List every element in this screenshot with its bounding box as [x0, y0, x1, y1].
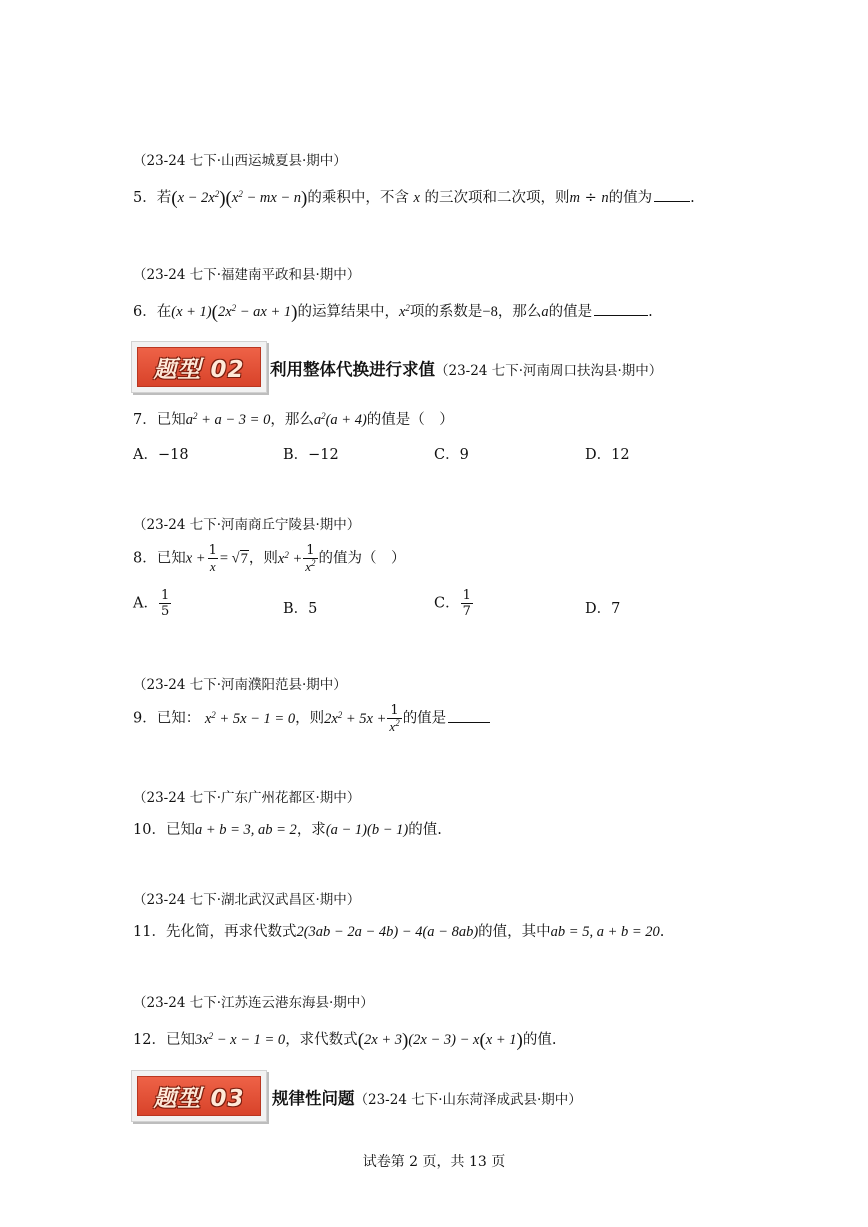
section-title: 利用整体代换进行求值 [270, 360, 435, 379]
problem-9: 9．已知： $x^2 + 5x - 1 = 0$，则$2x^2 + 5x$ + $\frac{1}{x^2}$ 的值是 [133, 703, 490, 734]
section-badge-02: 题型 02 [131, 341, 267, 393]
option-c[interactable]: C． $\frac{1}{7}$ [434, 588, 471, 619]
option-d[interactable]: D．12 [585, 447, 630, 463]
problem-10-source: （23-24 七下·广东广州花都区·期中） [133, 790, 361, 806]
option-b[interactable]: B．−12 [283, 447, 339, 463]
problem-9-source: （23-24 七下·河南濮阳范县·期中） [133, 677, 347, 693]
problem-5-source: （23-24 七下·山西运城夏县·期中） [133, 153, 347, 169]
problem-number: 6． [133, 304, 157, 320]
problem-7: 7．已知$a^2 + a - 3 = 0$，那么$a^2(a + 4)$的值是（ ） [133, 411, 454, 428]
problem-number: 10． [133, 822, 166, 838]
option-a[interactable]: A．−18 [133, 447, 189, 463]
option-d[interactable]: D．7 [585, 601, 621, 617]
answer-blank[interactable] [448, 708, 490, 723]
section-source: （23-24 七下·山东菏泽成武县·期中） [354, 1092, 582, 1108]
answer-blank[interactable] [594, 301, 648, 316]
section-02-heading [270, 356, 662, 380]
problem-11-source: （23-24 七下·湖北武汉武昌区·期中） [133, 892, 361, 908]
problem-number: 11． [133, 924, 166, 940]
problem-number: 9． [133, 710, 157, 727]
option-a[interactable]: A． $\frac{1}{5}$ [133, 588, 170, 619]
problem-10: 10．已知a + b = 3, ab = 2，求(a − 1)(b − 1)的值. [133, 822, 442, 838]
problem-8-source: （23-24 七下·河南商丘宁陵县·期中） [133, 517, 361, 533]
option-b[interactable]: B．5 [283, 601, 318, 617]
section-03-heading [272, 1085, 582, 1109]
section-badge-03: 题型 03 [131, 1070, 267, 1122]
section-source: （23-24 七下·河南周口扶沟县·期中） [435, 363, 663, 379]
problem-6: 6．在$(x + 1)(2x^2$ − ax + 1)的运算结果中，$x^2$项的系数是−8，那么a的值是 . [133, 302, 653, 323]
section-title: 规律性问题 [272, 1089, 355, 1108]
problem-12-source: （23-24 七下·江苏连云港东海县·期中） [133, 995, 374, 1011]
problem-12: 12．已知$3x^2 - x - 1 = 0$，求代数式(2x + 3)(2x − 3) − x(x + 1)的值. [133, 1030, 557, 1051]
problem-number: 7． [133, 412, 157, 428]
problem-8: 8．已知x + $\frac{1}{x}$ = √7，则$x^2$ + $\frac{1}{x^2}$ 的值为（ ） [133, 543, 406, 574]
problem-number: 8． [133, 550, 157, 567]
problem-6-source: （23-24 七下·福建南平政和县·期中） [133, 267, 361, 283]
answer-blank[interactable] [654, 187, 690, 202]
problem-number: 12． [133, 1032, 166, 1048]
option-c[interactable]: C．9 [434, 447, 469, 463]
problem-5: 5．若$(x - 2x^2)(x^2$ − mx − n)的乘积中，不含 x 的三次项和二次项，则m ÷ n的值为 . [133, 188, 695, 209]
problem-11: 11．先化简，再求代数式2(3ab − 2a − 4b) − 4(a − 8ab)的值，其中ab = 5, a + b = 20. [133, 924, 665, 940]
page-footer: 试卷第 2 页，共 13 页 [362, 1154, 506, 1170]
problem-number: 5． [133, 190, 157, 206]
